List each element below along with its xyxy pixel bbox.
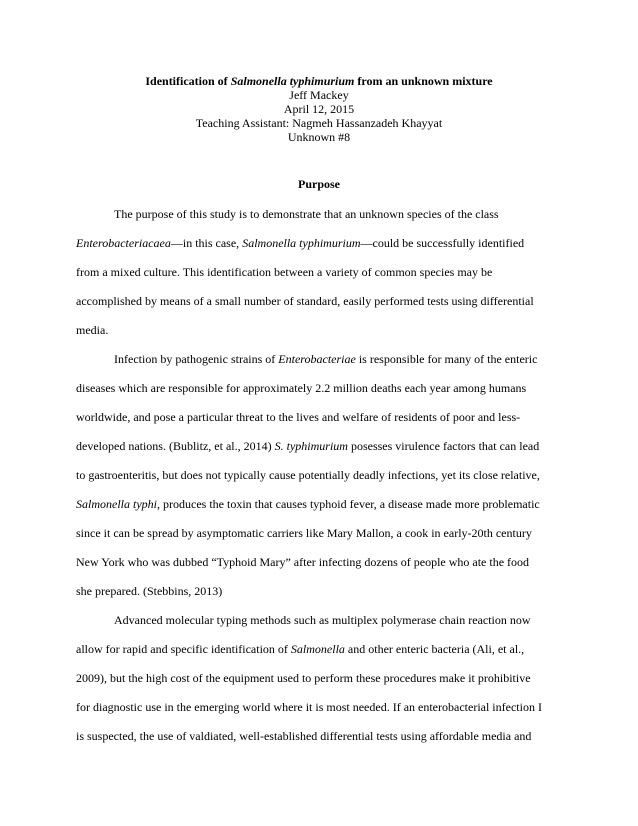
body-line: allow for rapid and specific identification of Salmonella and other enteric bacteria (Ali, et al., [76, 642, 525, 656]
section-heading-purpose: Purpose [298, 177, 340, 191]
body-line: to gastroenteritis, but does not typically cause potentially deadly infections, yet its close relative, [76, 468, 540, 482]
body-line: New York who was dubbed “Typhoid Mary” after infecting dozens of people who ate the food [76, 555, 530, 569]
body-line: Infection by pathogenic strains of Enterobacteriae is responsible for many of the enteric [114, 352, 538, 366]
body-line: worldwide, and pose a particular threat to the lives and welfare of residents of poor and less- [76, 410, 521, 424]
body-line: Enterobacteriacaea—in this case, Salmonella typhimurium—could be successfully identified [76, 236, 525, 250]
body-line: since it can be spread by asymptomatic carriers like Mary Mallon, a cook in early-20th century [76, 526, 532, 540]
paper-date: April 12, 2015 [283, 102, 355, 116]
body-line: for diagnostic use in the emerging world where it is most needed. If an enterobacterial infection I [76, 700, 542, 714]
body-line: she prepared. (Stebbins, 2013) [76, 584, 223, 598]
body-line: developed nations. (Bublitz, et al., 2014) S. typhimurium posesses virulence factors that can lead [76, 439, 540, 453]
body-line: 2009), but the high cost of the equipment used to perform these procedures make it prohibitive [76, 671, 531, 685]
body-line: media. [76, 323, 109, 337]
body-line: diseases which are responsible for approximately 2.2 million deaths each year among humans [76, 381, 527, 395]
author-name: Jeff Mackey [289, 88, 349, 102]
paper-title: Identification of Salmonella typhimurium from an unknown mixture [145, 74, 493, 88]
body-line: accomplished by means of a small number of standard, easily performed tests using differential [76, 294, 534, 308]
body-line: The purpose of this study is to demonstrate that an unknown species of the class [114, 207, 499, 221]
unknown-number: Unknown #8 [287, 130, 351, 144]
body-line: from a mixed culture. This identification between a variety of common species may be [76, 265, 493, 279]
body-line: Advanced molecular typing methods such as multiplex polymerase chain reaction now [114, 613, 531, 627]
body-line: is suspected, the use of valdiated, well-established differential tests using affordable media and [76, 729, 532, 743]
body-line: Salmonella typhi, produces the toxin that causes typhoid fever, a disease made more problematic [76, 497, 540, 511]
teaching-assistant: Teaching Assistant: Nagmeh Hassanzadeh Khayyat [195, 116, 443, 130]
